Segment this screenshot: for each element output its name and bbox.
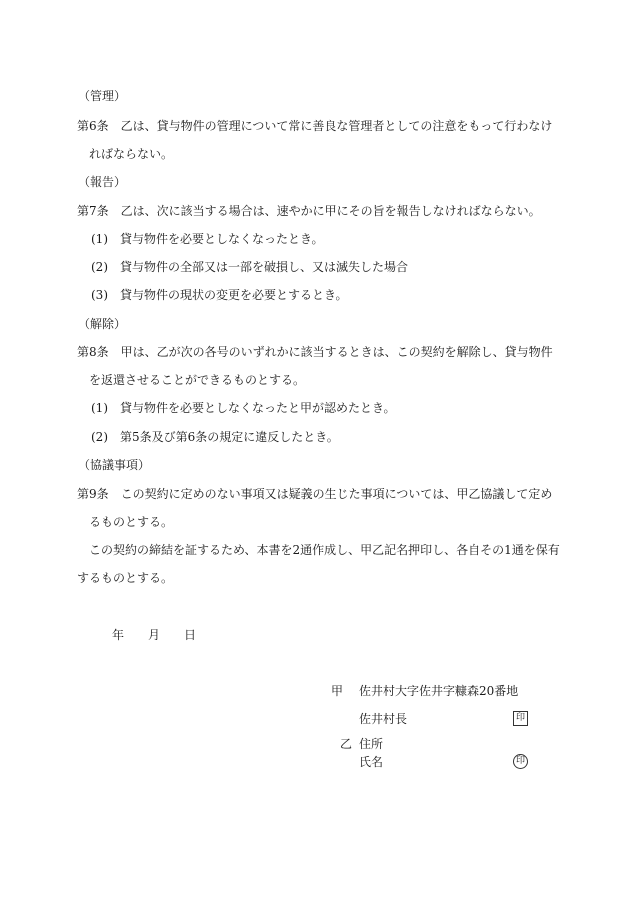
seal-b-stamp: 印: [513, 754, 528, 769]
date-month: 月: [148, 628, 161, 642]
party-b-address-label: 住所: [359, 737, 384, 751]
art6-heading: （管理）: [78, 89, 127, 103]
party-b-name-label: 氏名: [359, 755, 384, 769]
art8-item-2: (2) 第5条及び第6条の規定に違反したとき。: [91, 430, 339, 444]
art9-line1: 第9条 この契約に定めのない事項又は疑義の生じた事項については、甲乙協議して定め: [77, 487, 553, 501]
art8-line1: 第8条 甲は、乙が次の各号のいずれかに該当するときは、この契約を解除し、貸与物件: [77, 345, 553, 359]
art8-heading: （解除）: [78, 317, 127, 331]
art7-item-1: (1) 貸与物件を必要としなくなったとき。: [91, 232, 324, 246]
art7-item-3: (3) 貸与物件の現状の変更を必要とするとき。: [91, 288, 348, 302]
party-a-label: 甲: [331, 684, 344, 698]
seal-a-stamp: 印: [513, 711, 528, 726]
party-b-label: 乙: [340, 737, 353, 751]
art7-item-2: (2) 貸与物件の全部又は一部を破損し、又は滅失した場合: [91, 260, 409, 274]
art9-line2: るものとする。: [89, 515, 174, 529]
date-year: 年: [112, 628, 125, 642]
art6-line2: ればならない。: [89, 147, 174, 161]
party-a-address: 佐井村大字佐井字糠森20番地: [359, 684, 519, 698]
art8-item-1: (1) 貸与物件を必要としなくなったと甲が認めたとき。: [91, 401, 396, 415]
art8-line2: を返還させることができるものとする。: [89, 373, 306, 387]
art6-line1: 第6条 乙は、貸与物件の管理について常に善良な管理者としての注意をもって行わなけ: [77, 119, 553, 133]
closing-line2: するものとする。: [77, 571, 174, 585]
closing-line1: この契約の締結を証するため、本書を2通作成し、甲乙記名押印し、各自その1通を保有: [89, 543, 560, 557]
party-a-name: 佐井村長: [359, 712, 408, 726]
art7-line1: 第7条 乙は、次に該当する場合は、速やかに甲にその旨を報告しなければならない。: [77, 204, 541, 218]
art9-heading: （協議事項）: [78, 458, 151, 472]
art7-heading: （報告）: [78, 175, 127, 189]
date-day: 日: [184, 628, 197, 642]
